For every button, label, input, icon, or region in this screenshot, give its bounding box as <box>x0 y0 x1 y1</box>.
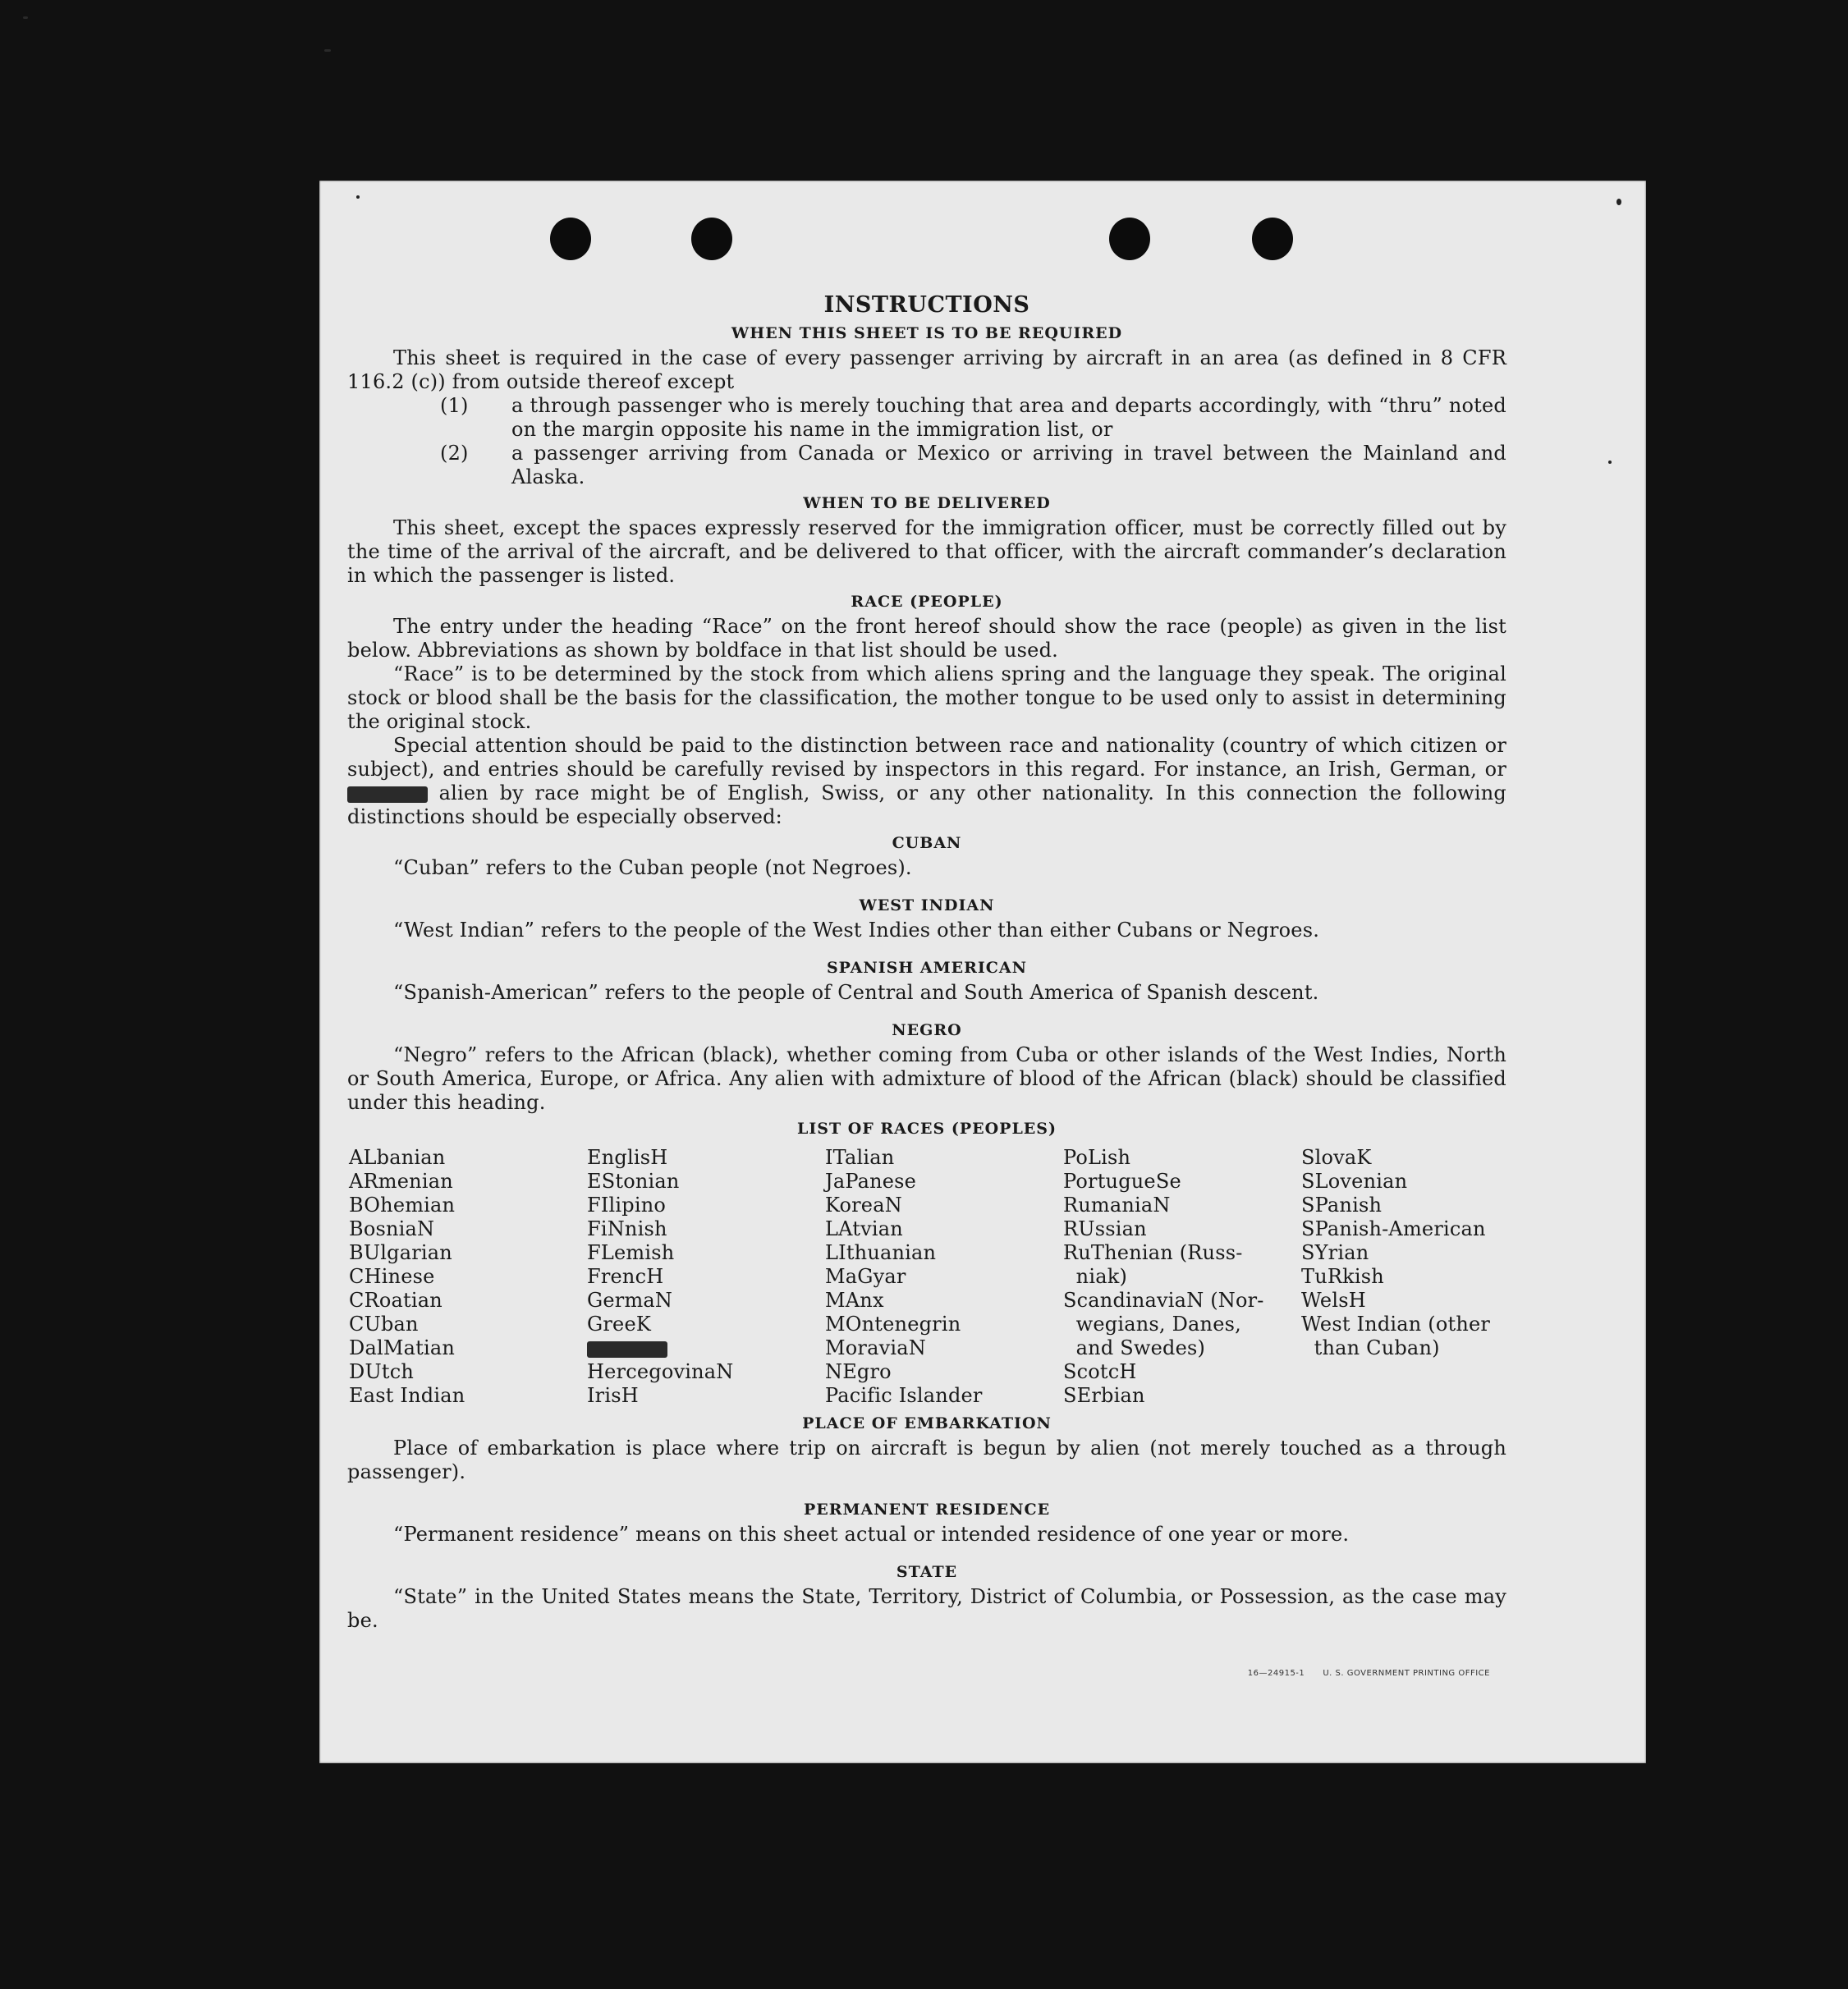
race-item-redacted <box>587 1336 825 1360</box>
paragraph: Place of embarkation is place where trip on aircraft is begun by alien (not merely touched as a through passenger). <box>347 1437 1506 1483</box>
punch-hole <box>1252 218 1293 260</box>
race-item: FLemish <box>587 1241 675 1264</box>
race-item: ARmenian <box>349 1170 453 1193</box>
race-item: SPanish <box>1301 1194 1383 1217</box>
paragraph: “Spanish-American” refers to the people of Central and South America of Spanish descent. <box>393 981 1319 1004</box>
race-item: SLovenian <box>1301 1170 1408 1193</box>
speck <box>356 195 360 199</box>
paragraph: “Permanent residence” means on this sheet actual or intended residence of one year or more. <box>393 1523 1350 1546</box>
race-item: FIlipino <box>587 1194 667 1217</box>
race-item: EnglisH <box>587 1146 668 1169</box>
race-item: SlovaK <box>1301 1146 1372 1169</box>
paragraph: “Cuban” refers to the Cuban people (not Negroes). <box>393 856 912 879</box>
race-item: DalMatian <box>349 1336 455 1359</box>
race-item: BosniaN <box>349 1217 435 1240</box>
list-item <box>347 442 1506 489</box>
section-heading: NEGRO <box>892 1021 962 1039</box>
section-heading: STATE <box>896 1563 958 1581</box>
race-item: West Indian (other <box>1301 1313 1491 1336</box>
document-page <box>319 181 1646 1763</box>
paragraph-text: Special attention should be paid to the distinction between race and nationality (country of which citizen or subject), and entries should be carefully revised by inspectors in this regard. For instance, an Irish, German, or <box>347 734 1506 781</box>
item-number: (2) <box>440 442 469 465</box>
race-item: CHinese <box>349 1265 435 1288</box>
race-item: DUtch <box>349 1360 415 1383</box>
race-item: LAtvian <box>825 1217 903 1240</box>
printer-name: U. S. GOVERNMENT PRINTING OFFICE <box>1323 1669 1490 1678</box>
instructions-body <box>347 291 1506 1633</box>
race-item: MaGyar <box>825 1265 906 1288</box>
race-item: FiNnish <box>587 1217 667 1240</box>
punch-hole <box>691 218 732 260</box>
speck <box>1608 461 1612 464</box>
race-item: niak) <box>1063 1265 1128 1288</box>
race-item: than Cuban) <box>1301 1336 1440 1359</box>
item-text: a passenger arriving from Canada or Mexico or arriving in travel between the Mainland and Alaska. <box>511 442 1506 488</box>
race-item: GermaN <box>587 1289 673 1312</box>
race-item: WelsH <box>1301 1289 1366 1312</box>
race-item: EStonian <box>587 1170 680 1193</box>
race-item: NEgro <box>825 1360 892 1383</box>
race-item: ScotcH <box>1063 1360 1137 1383</box>
speck <box>1616 199 1621 205</box>
race-item: PoLish <box>1063 1146 1131 1169</box>
race-item: PortugueSe <box>1063 1170 1181 1193</box>
redaction-mark <box>587 1341 667 1358</box>
section-heading: RACE (PEOPLE) <box>851 593 1003 611</box>
section-heading: SPANISH AMERICAN <box>826 959 1028 977</box>
race-item: BOhemian <box>349 1194 456 1217</box>
race-item: HercegovinaN <box>587 1360 734 1383</box>
section-heading: CUBAN <box>892 834 962 852</box>
paragraph: “Negro” refers to the African (black), whether coming from Cuba or other islands of the West Indies, North or South America, Europe, or Africa. Any alien with admixture of blood of the African (black) should be classified under this heading. <box>347 1043 1506 1114</box>
race-item: ScandinaviaN (Nor- <box>1063 1289 1264 1312</box>
races-column <box>1063 1146 1301 1408</box>
paragraph: “West Indian” refers to the people of the West Indies other than either Cubans or Negroes. <box>393 919 1320 942</box>
paragraph: This sheet, except the spaces expressly reserved for the immigration officer, must be correctly filled out by the time of the arrival of the aircraft, and be delivered to that officer, with the aircraft commander’s declaration in which the passenger is listed. <box>347 516 1506 587</box>
paragraph-text: alien by race might be of English, Swiss, or any other nationality. In this connection the following distinctions should be especially observed: <box>347 781 1506 828</box>
paragraph: This sheet is required in the case of every passenger arriving by aircraft in an area (as defined in 8 CFR 116.2 (c)) from outside thereof except <box>347 346 1506 393</box>
race-item: CRoatian <box>349 1289 443 1312</box>
section-heading: WHEN TO BE DELIVERED <box>803 494 1051 512</box>
page-title: INSTRUCTIONS <box>823 292 1030 318</box>
races-column <box>825 1146 1063 1408</box>
race-item: MOntenegrin <box>825 1313 961 1336</box>
section-heading: WHEN THIS SHEET IS TO BE REQUIRED <box>731 324 1123 342</box>
punch-hole <box>550 218 591 260</box>
race-item: wegians, Danes, <box>1063 1313 1241 1336</box>
scan-mark <box>23 16 28 19</box>
scan-mark <box>324 49 331 52</box>
paragraph: “State” in the United States means the State, Territory, District of Columbia, or Possession, as the case may be. <box>347 1585 1506 1632</box>
form-number: 16—24915-1 <box>1247 1669 1305 1678</box>
paragraph: The entry under the heading “Race” on the front hereof should show the race (people) as given in the list below. Abbreviations as shown by boldface in that list should be used. <box>347 615 1506 662</box>
race-item: SYrian <box>1301 1241 1369 1264</box>
race-item: MoraviaN <box>825 1336 926 1359</box>
race-item: East Indian <box>349 1384 465 1407</box>
race-item: and Swedes) <box>1063 1336 1206 1359</box>
race-item: BUlgarian <box>349 1241 452 1264</box>
printer-imprint <box>1248 1669 1490 1678</box>
section-heading: PERMANENT RESIDENCE <box>803 1501 1051 1519</box>
race-item: JaPanese <box>825 1170 917 1193</box>
race-item: IrisH <box>587 1384 639 1407</box>
races-heading: LIST OF RACES (PEOPLES) <box>797 1120 1057 1138</box>
race-item: ITalian <box>825 1146 895 1169</box>
race-item: SErbian <box>1063 1384 1145 1407</box>
race-item: GreeK <box>587 1313 651 1336</box>
item-number: (1) <box>440 394 469 417</box>
section-heading: WEST INDIAN <box>859 896 995 914</box>
race-item: RumaniaN <box>1063 1194 1171 1217</box>
race-item: SPanish-American <box>1301 1217 1486 1240</box>
punch-hole <box>1109 218 1150 260</box>
race-item: CUban <box>349 1313 419 1336</box>
redaction-mark <box>347 786 428 803</box>
race-item: ALbanian <box>349 1146 446 1169</box>
section-heading: PLACE OF EMBARKATION <box>802 1414 1052 1432</box>
paragraph: “Race” is to be determined by the stock from which aliens spring and the language they speak. The original stock or blood shall be the basis for the classification, the mother tongue to be used only to assist in determining the original stock. <box>347 662 1506 733</box>
list-item <box>347 394 1506 442</box>
race-item: KoreaN <box>825 1194 902 1217</box>
race-item: RuThenian (Russ- <box>1063 1241 1243 1264</box>
races-column <box>1301 1146 1515 1408</box>
item-text: a through passenger who is merely touching that area and departs accordingly, with “thru” noted on the margin opposite his name in the immigration list, or <box>511 394 1506 441</box>
race-item: FrencH <box>587 1265 664 1288</box>
races-column <box>587 1146 825 1408</box>
races-column <box>349 1146 587 1408</box>
race-item: TuRkish <box>1301 1265 1384 1288</box>
race-item: MAnx <box>825 1289 884 1312</box>
race-item: Pacific Islander <box>825 1384 983 1407</box>
race-item: RUssian <box>1063 1217 1147 1240</box>
paragraph <box>347 734 1506 829</box>
races-list <box>349 1146 1506 1408</box>
race-item: LIthuanian <box>825 1241 937 1264</box>
